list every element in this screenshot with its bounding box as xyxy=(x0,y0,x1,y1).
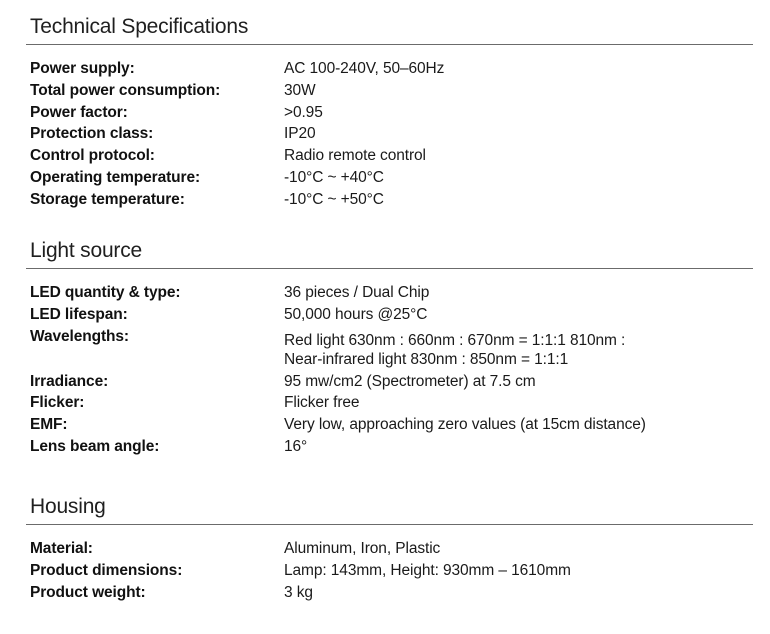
section-title: Housing xyxy=(30,495,106,518)
spec-label: Flicker: xyxy=(30,394,85,412)
section-technical-specifications xyxy=(30,14,753,211)
section-title: Technical Specifications xyxy=(30,15,249,38)
spec-label: Product dimensions: xyxy=(30,561,183,579)
spec-value: 95 mw/cm2 (Spectrometer) at 7.5 cm xyxy=(284,372,536,390)
spec-value: -10°C ~ +50°C xyxy=(284,190,384,208)
spec-value-line: Near-infrared light 830nm : 850nm = 1:1:1 xyxy=(284,350,569,368)
spec-value: 3 kg xyxy=(284,583,313,601)
spec-value-line: Red light 630nm : 660nm : 670nm = 1:1:1 810nm : xyxy=(284,331,626,349)
spec-value: 50,000 hours @25°C xyxy=(284,305,428,323)
spec-value: -10°C ~ +40°C xyxy=(284,168,384,186)
spec-list xyxy=(30,58,753,211)
spec-list xyxy=(30,282,753,458)
spec-row-protection-class xyxy=(30,123,753,145)
spec-label: Lens beam angle: xyxy=(30,437,160,455)
spec-row-flicker xyxy=(30,392,753,414)
spec-row-operating-temperature xyxy=(30,167,753,189)
spec-row-lens-beam-angle xyxy=(30,436,753,458)
spec-label: Power supply: xyxy=(30,60,135,77)
spec-label: Wavelengths: xyxy=(30,327,129,345)
section-divider xyxy=(26,44,753,45)
spec-value: Aluminum, Iron, Plastic xyxy=(284,540,441,557)
spec-label: Material: xyxy=(30,540,93,557)
spec-value: Flicker free xyxy=(284,394,360,412)
spec-row-emf xyxy=(30,414,753,436)
spec-row-storage-temperature xyxy=(30,189,753,211)
spec-row-led-quantity-type xyxy=(30,282,753,304)
spec-row-irradiance xyxy=(30,371,753,393)
section-title: Light source xyxy=(30,239,143,262)
section-divider xyxy=(26,268,753,269)
spec-label: Product weight: xyxy=(30,583,146,601)
spec-label: Storage temperature: xyxy=(30,190,185,208)
spec-value: 36 pieces / Dual Chip xyxy=(284,284,430,301)
spec-label: Irradiance: xyxy=(30,372,109,390)
spec-list xyxy=(30,538,753,603)
spec-value: 30W xyxy=(284,81,316,99)
spec-value: >0.95 xyxy=(284,103,323,121)
spec-value: Very low, approaching zero values (at 15cm distance) xyxy=(284,416,646,434)
spec-value: AC 100-240V, 50–60Hz xyxy=(284,60,445,77)
spec-row-control-protocol xyxy=(30,145,753,167)
section-housing xyxy=(30,494,753,603)
spec-row-product-weight xyxy=(30,582,753,604)
spec-row-power-factor xyxy=(30,102,753,124)
spec-label: Power factor: xyxy=(30,103,128,121)
section-divider xyxy=(26,524,753,525)
spec-row-total-power-consumption xyxy=(30,80,753,102)
spec-row-power-supply xyxy=(30,58,753,80)
spec-value: IP20 xyxy=(284,125,316,143)
spec-value: 16° xyxy=(284,437,308,455)
spec-label: LED quantity & type: xyxy=(30,284,181,301)
section-light-source xyxy=(30,238,753,458)
spec-label: Total power consumption: xyxy=(30,81,221,99)
spec-label: Operating temperature: xyxy=(30,168,201,186)
spec-value xyxy=(284,326,753,371)
spec-row-wavelengths xyxy=(30,326,753,371)
spec-value: Radio remote control xyxy=(284,147,426,165)
spec-label: LED lifespan: xyxy=(30,305,128,323)
spec-label: Control protocol: xyxy=(30,147,155,165)
spec-row-led-lifespan xyxy=(30,304,753,326)
spec-value: Lamp: 143mm, Height: 930mm – 1610mm xyxy=(284,561,571,579)
spec-label: EMF: xyxy=(30,416,68,434)
spec-label: Protection class: xyxy=(30,125,154,143)
spec-row-product-dimensions xyxy=(30,560,753,582)
spec-row-material xyxy=(30,538,753,560)
